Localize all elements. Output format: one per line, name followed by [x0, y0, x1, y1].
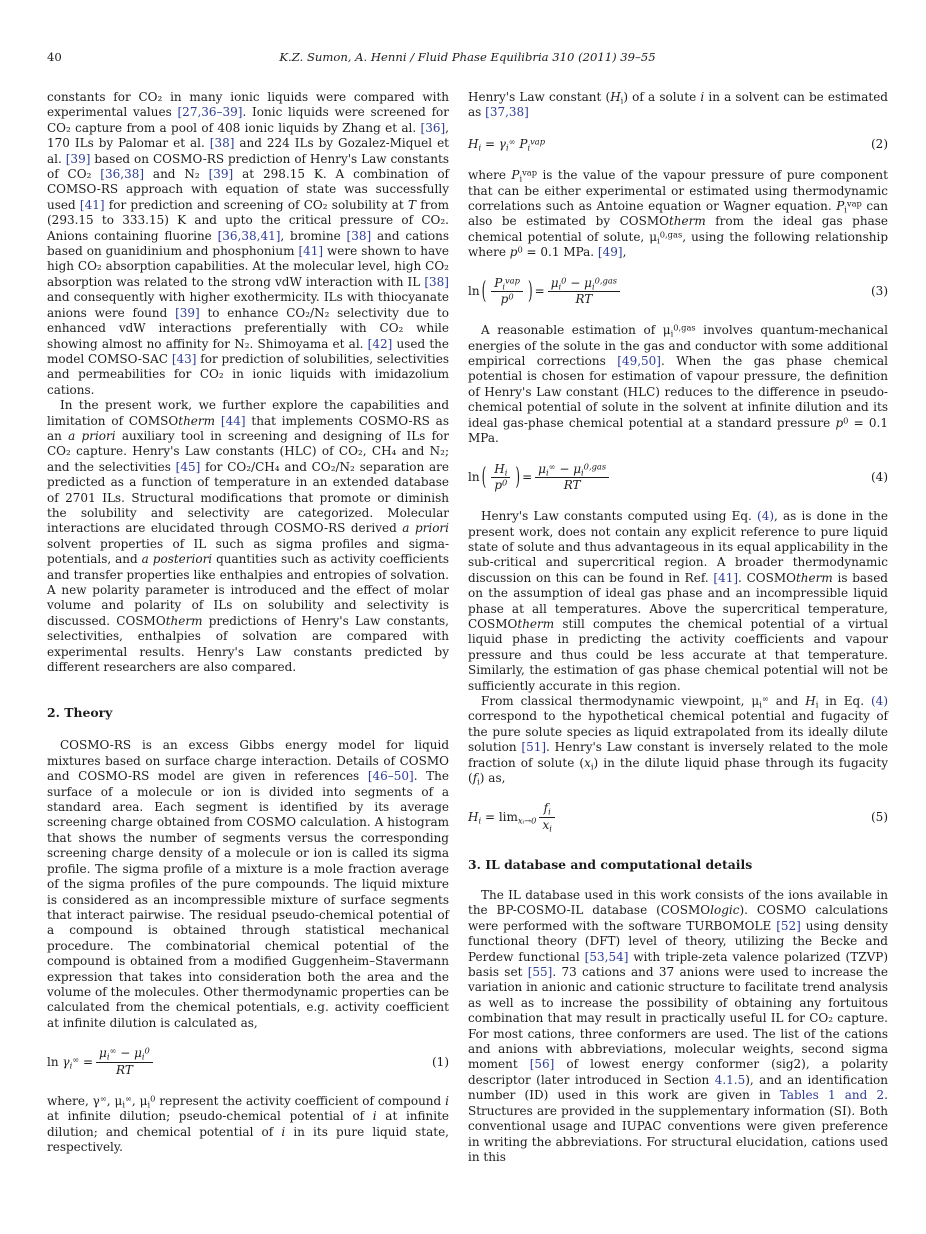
equation-3 [468, 274, 888, 308]
section-heading-il-database: 3. IL database and computational details [468, 857, 753, 872]
citation-link[interactable]: [55] [527, 965, 553, 980]
two-column-body [47, 90, 888, 1165]
citation-link[interactable]: [37,38] [485, 105, 529, 120]
citation-link[interactable]: [43] [171, 351, 197, 366]
citation-link[interactable]: [39] [208, 167, 234, 182]
citation-link[interactable]: [38] [209, 136, 235, 151]
section-heading-theory: 2. Theory [47, 705, 113, 721]
paragraph-eq1-explanation: where, γ∞, $\mu_i^\infty$, $\mu_i^0$ represent the activity coefficient of compound i at infinite dilution; pseudo-chemical potential of i at infinite dilution; and chemical potential of i in its pure liquid state, respectively. [47, 1093, 449, 1154]
paragraph-classical-viewpoint: From classical thermodynamic viewpoint, $\mu_i^\infty$ and $H_i$ in Eq. (4) correspond to the hypothetical chemical potential and fugacity of the pure solute species as liquid extrapolated from its ideally dilute solution [51]. Henry's Law constant is inversely related to the mole fraction of solute $(x_i)$ in the dilute liquid phase through its fugacity $(f_i)$ as, [468, 693, 888, 787]
equation-number: (1) [432, 1054, 449, 1069]
fraction: $\frac{P_i^{vap}}{p^0}$ [491, 277, 523, 308]
citation-link[interactable]: 4.1.5 [714, 1072, 746, 1087]
citation-link[interactable]: [41] [79, 197, 105, 212]
right-column [468, 90, 888, 1165]
big-paren-open: ( [481, 462, 487, 491]
big-paren-close: ) [527, 276, 533, 305]
equation-2 [468, 137, 888, 152]
citation-link[interactable]: [51] [521, 740, 547, 755]
citation-link[interactable]: [42] [367, 336, 393, 351]
fraction: $\frac{\mu_i^\infty - \mu_i^0}{RT}$ [96, 1047, 153, 1078]
citation-link[interactable]: [41] [713, 570, 739, 585]
citation-link[interactable]: [36] [420, 120, 446, 135]
citation-link[interactable]: [46–50] [367, 769, 414, 784]
citation-link[interactable]: (4) [757, 509, 775, 524]
page-number: 40 [47, 50, 62, 64]
left-column [47, 90, 449, 1165]
citation-link[interactable]: [49] [597, 245, 623, 260]
citation-link[interactable]: (4) [871, 693, 888, 708]
page-header [47, 50, 888, 66]
big-paren-close: ) [515, 462, 521, 491]
equation-4 [468, 460, 888, 494]
fraction: $\frac{\mu_i^\infty - \mu_i^{0,gas}}{RT}$ [535, 463, 609, 494]
citation-link[interactable]: [44] [220, 413, 246, 428]
equation-number: (3) [871, 284, 888, 299]
running-head: K.Z. Sumon, A. Henni / Fluid Phase Equilibria 310 (2011) 39–55 [279, 50, 656, 64]
citation-link[interactable]: [38] [424, 274, 449, 289]
citation-link[interactable]: [38] [346, 228, 372, 243]
paragraph-cosmo-rs: COSMO-RS is an excess Gibbs energy model for liquid mixtures based on surface charge interaction. Details of COSMO and COSMO-RS model are given in references [46–50]. The surface of a molecule or ion is divided into segments of a standard area. Each segment is identified by its average screening charge obtained from COSMO calculation. A histogram that shows the number of segments versus the corresponding screening charge density of a molecule or ion is called its sigma profile. The sigma profile of a mixture is a mole fraction average of the sigma profiles of the pure compounds. The liquid mixture is considered as an incompressible mixture of surface segments that interact pairwise. The residual pseudo-chemical potential of a compound is obtained through statistical mechanical procedure. The combinatorial chemical potential of the compound is obtained from a modified Guggenheim–Stavermann expression that takes into consideration both the area and the volume of the molecules. Other thermodynamic properties can be calculated from the chemical potentials, e.g. activity coefficient at infinite dilution is calculated as, [47, 738, 449, 1030]
citation-link[interactable]: [41] [298, 244, 324, 259]
equation-body: $H_i = \gamma_i^\infty$ $P_i^{vap}$ [468, 136, 546, 153]
equation-5 [468, 802, 888, 833]
equation-number: (5) [871, 810, 888, 824]
fraction: $\frac{H_i}{p^0}$ [491, 463, 510, 494]
big-paren-open: ( [481, 276, 487, 305]
paragraph-henrys-law: Henry's Law constant $(H_i)$ of a solute i in a solvent can be estimated as [37,38] [468, 90, 888, 120]
citation-link[interactable]: [56] [529, 1057, 555, 1072]
citation-link[interactable]: [36,38,41] [217, 228, 281, 243]
paragraph-intro-continuation: constants for CO₂ in many ionic liquids were compared with experimental values [27,36–39]. Ionic liquids were screened for CO₂ capture from a pool of 408 ionic liquids by Zhang et al. [36], 170 ILs by Palomar et al. [38] and 224 ILs by Gozalez-Miquel et al. [39] based on COSMO-RS prediction of Henry's Law constants of CO₂ [36,38] and N₂ [39] at 298.15 K. A combination of COMSO-RS approach with equation of state was successfully used [41] for prediction and screening of CO₂ solubility at T from (293.15 to 333.15) K and upto the critical pressure of CO₂. Anions containing fluorine [36,38,41], bromine [38] and cations based on guanidinium and phosphonium [41] were shown to have high CO₂ absorption capabilities. At the molecular level, high CO₂ absorption was related to the strong vdW interaction with IL [38] and consequently with higher exothermicity. ILs with thiocyanate anions were found [39] to enhance CO₂/N₂ selectivity due to enhanced vdW interactions preferentially with CO₂ while showing almost no affinity for N₂. Shimoyama et al. [42] used the model COMSO-SAC [43] for prediction of solubilities, selectivities and permeabilities for CO₂ in ionic liquids with imidazolium cations. [47, 90, 450, 397]
citation-link[interactable]: [52] [776, 918, 801, 933]
fraction: $\frac{\mu_i^0 - \mu_i^{0,gas}}{RT}$ [548, 277, 620, 308]
equation-number: (2) [871, 136, 888, 151]
citation-link[interactable]: [49,50] [617, 354, 661, 369]
citation-link[interactable]: Tables 1 and 2 [779, 1088, 885, 1103]
citation-link[interactable]: [36,38] [100, 167, 145, 182]
paragraph-vapour-pressure: where $P_i^{vap}$ is the value of the vapour pressure of pure component that can be either experimental or estimated using thermodynamic correlations such as Antoine equation or Wagner equation. $P_i^{vap}$ can also be estimated by COSMOtherm from the ideal gas phase chemical potential of solute, $\mu_i^{0,gas}$, using the following relationship where $p^0 = 0.1$ MPa. [49], [468, 167, 889, 260]
fraction: $\frac{f_i}{x_i}$ [539, 802, 554, 833]
citation-link[interactable]: [39] [65, 151, 91, 166]
paragraph-il-database: The IL database used in this work consists of the ions available in the BP-COSMO-IL database (COSMOlogic). COSMO calculations were performed with the software TURBOMOLE [52] using density functional theory (DFT) level of theory, utilizing the Becke and Perdew functional [53,54] with triple-zeta valence polarized (TZVP) basis set [55]. 73 cations and 37 anions were used to increase the variation in anionic and cationic structure to facilitate trend analysis as well as to increase the possibility of obtaining any fortuitous combination that may result in practically useful IL for CO₂ capture. For most cations, three conformers are used. The list of the cations and anions with abbreviations, molecular weights, second sigma moment [56] of lowest energy conformer (sig2), a polarity descriptor (later introduced in Section 4.1.5), and an identification number (ID) used in this work are given in Tables 1 and 2. Structures are provided in the supplementary information (SI). Both conventional usage and IUPAC conventions were given preference in writing the abbreviations. For structural elucidation, cations used in this [468, 888, 889, 1164]
equation-body: ln ( $\frac{P_i^{vap}}{p^0}$ ) = $\frac{\mu_i^0 - \mu_i^{0,gas}}{RT}$ [468, 277, 863, 308]
citation-link[interactable]: [27,36–39] [177, 105, 243, 120]
paragraph-hlc-computed: Henry's Law constants computed using Eq. (4), as is done in the present work, does not contain any explicit reference to pure liquid state of solute and thus advantageous in its equal applicability in the sub-critical and supercritical region. A broader thermodynamic discussion on this can be found in Ref. [41]. COSMOtherm is based on the assumption of ideal gas phase and an incompressible liquid phase at all temperatures. Above the supercritical temperature, COSMOtherm still computes the chemical potential of a virtual liquid phase in predicting the activity coefficients and vapour pressure and thus could be less accurate at that temperature. Similarly, the estimation of gas phase chemical potential will not be sufficiently accurate in this region. [468, 509, 889, 693]
equation-number: (4) [871, 470, 888, 485]
equation-body: ln ( $\frac{H_i}{p^0}$ ) = $\frac{\mu_i^\infty - \mu_i^{0,gas}}{RT}$ [468, 463, 863, 494]
equation-body: $H_i = \lim_{xᵢ\to 0}$ $\frac{f_i}{x_i}$ [468, 802, 863, 833]
paragraph-present-work: In the present work, we further explore the capabilities and limitation of COMSOtherm [44] that implements COSMO-RS as an a priori auxiliary tool in screening and designing of ILs for CO₂ capture. Henry's Law constants (HLC) of CO₂, CH₄ and N₂; and the selectivities [45] for CO₂/CH₄ and CO₂/N₂ separation are predicted as a function of temperature in an extended database of 2701 ILs. Structural modifications that promote or diminish the solubility and selectivity are categorized. Molecular interactions are elucidated through COSMO-RS derived a priori solvent properties of IL such as sigma profiles and sigma-potentials, and a posteriori quantities such as activity coefficients and transfer properties like enthalpies and entropies of solvation. A new polarity parameter is introduced and the effect of molar volume and polarity of ILs on solubility and selectivity is discussed. COSMOtherm predictions of Henry's Law constants, selectivities, enthalpies of solvation are compared with experimental results. Henry's Law constants predicted by different researchers are also compared. [47, 398, 449, 675]
paragraph-estimation: A reasonable estimation of $\mu_i^{0,gas}$ involves quantum-mechanical energies of the solute in the gas and conductor with some additional empirical corrections [49,50]. When the gas phase chemical potential is chosen for estimation of vapour pressure, the definition of Henry's Law constant (HLC) reduces to the difference in pseudo-chemical potential of solute in the solvent at infinite dilution and its ideal gas-phase chemical potential at a standard pressure $p^0 = 0.1$ MPa. [468, 322, 889, 446]
equation-1 [47, 1047, 449, 1078]
equation-body: $\ln \gamma_i^\infty$ = $\frac{\mu_i^\infty - \mu_i^0}{RT}$ [47, 1047, 424, 1078]
citation-link[interactable]: [53,54] [584, 949, 629, 964]
citation-link[interactable]: [45] [175, 459, 201, 474]
citation-link[interactable]: [39] [175, 305, 200, 320]
